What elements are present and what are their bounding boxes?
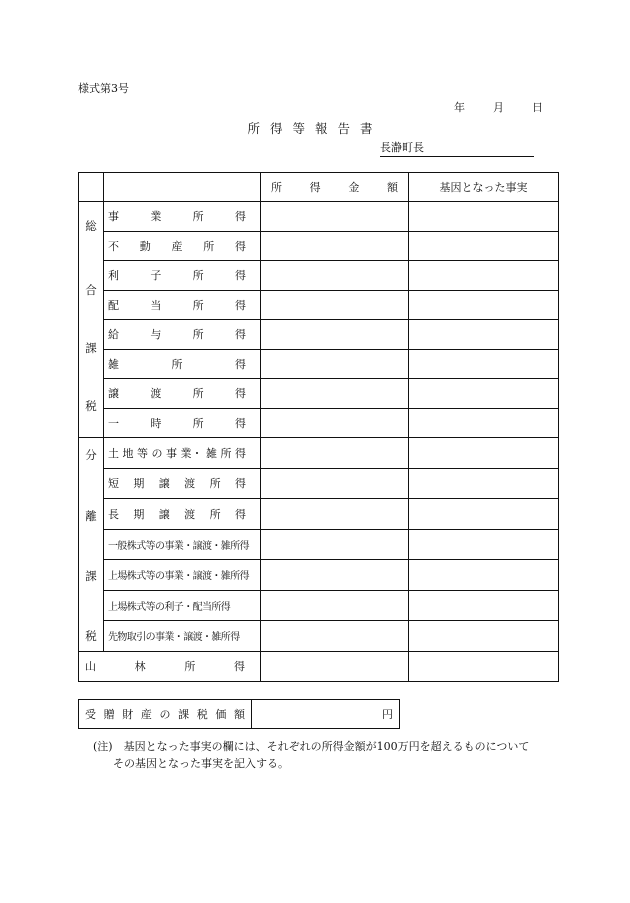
table-row (79, 590, 559, 621)
table-row (79, 290, 559, 320)
header-blank-label (104, 173, 261, 202)
row-label: 長 期 譲 渡 所 得 (104, 499, 261, 530)
row-label: 土 地 等 の 事 業・ 雑 所 得 (104, 438, 261, 469)
amount-cell[interactable] (261, 529, 409, 560)
amount-cell[interactable] (261, 560, 409, 591)
note (93, 738, 529, 772)
addressee: 長瀞町長 (380, 139, 534, 157)
form-number: 様式第3号 (78, 82, 129, 95)
date-month: 月 (493, 101, 504, 114)
table-row (79, 349, 559, 379)
amount-cell[interactable] (261, 202, 409, 232)
reason-cell[interactable] (409, 202, 559, 232)
table-row (79, 231, 559, 261)
reason-cell[interactable] (409, 320, 559, 350)
row-label: 一 時 所 得 (104, 408, 261, 438)
date-day: 日 (532, 101, 543, 114)
reason-cell[interactable] (409, 290, 559, 320)
row-label: 事 業 所 得 (104, 202, 261, 232)
amount-cell[interactable] (261, 590, 409, 621)
income-table (78, 172, 559, 682)
reason-cell[interactable] (409, 349, 559, 379)
amount-cell[interactable] (261, 499, 409, 530)
amount-cell[interactable] (261, 231, 409, 261)
header-reason: 基因となった事実 (409, 173, 559, 202)
reason-cell[interactable] (409, 438, 559, 469)
table-row (79, 529, 559, 560)
reason-cell[interactable] (409, 651, 559, 681)
gift-table (78, 699, 400, 729)
reason-cell[interactable] (409, 261, 559, 291)
reason-cell[interactable] (409, 468, 559, 499)
row-label: 譲 渡 所 得 (104, 379, 261, 409)
row-label: 上場株式等の事業・譲渡・雑所得 (104, 560, 261, 591)
row-label: 一般株式等の事業・譲渡・雑所得 (104, 529, 261, 560)
section-bunri: 分 離 課 税 (79, 438, 104, 652)
date-year: 年 (454, 101, 465, 114)
amount-cell[interactable] (261, 349, 409, 379)
amount-cell[interactable] (261, 468, 409, 499)
amount-cell[interactable] (261, 408, 409, 438)
row-label: 上場株式等の利子・配当所得 (104, 590, 261, 621)
amount-cell[interactable] (261, 438, 409, 469)
note-line-1: (注) 基因となった事実の欄には、それぞれの所得金額が100万円を超えるものについて (93, 740, 530, 753)
amount-cell[interactable] (261, 320, 409, 350)
section-sogo: 総 合 課 税 (79, 202, 104, 438)
gift-value-cell[interactable] (252, 700, 400, 729)
row-label: 配 当 所 得 (104, 290, 261, 320)
row-label: 短 期 譲 渡 所 得 (104, 468, 261, 499)
row-label: 先物取引の事業・譲渡・雑所得 (104, 621, 261, 652)
row-label: 不 動 産 所 得 (104, 231, 261, 261)
table-row (79, 560, 559, 591)
amount-cell[interactable] (261, 379, 409, 409)
note-line-2: その基因となった事実を記入する。 (113, 757, 289, 770)
reason-cell[interactable] (409, 590, 559, 621)
amount-cell[interactable] (261, 261, 409, 291)
amount-cell[interactable] (261, 651, 409, 681)
table-row (79, 320, 559, 350)
header-amount: 所 得 金 額 (261, 173, 409, 202)
yen-unit: 円 (382, 708, 393, 721)
row-label-sanrin: 山 林 所 得 (79, 651, 261, 681)
table-row (79, 408, 559, 438)
table-row (79, 468, 559, 499)
reason-cell[interactable] (409, 529, 559, 560)
amount-cell[interactable] (261, 290, 409, 320)
table-row (79, 438, 559, 469)
reason-cell[interactable] (409, 408, 559, 438)
row-label: 雑 所 得 (104, 349, 261, 379)
reason-cell[interactable] (409, 231, 559, 261)
date-line (454, 99, 543, 115)
gift-label: 受 贈 財 産 の 課 税 価 額 (79, 700, 252, 729)
table-row (79, 202, 559, 232)
table-header-row (79, 173, 559, 202)
amount-cell[interactable] (261, 621, 409, 652)
table-row (79, 261, 559, 291)
table-row (79, 379, 559, 409)
table-row (79, 651, 559, 681)
reason-cell[interactable] (409, 621, 559, 652)
page-title: 所得等報告書 (247, 121, 383, 136)
table-row (79, 499, 559, 530)
row-label: 給 与 所 得 (104, 320, 261, 350)
reason-cell[interactable] (409, 379, 559, 409)
reason-cell[interactable] (409, 560, 559, 591)
table-row (79, 621, 559, 652)
header-blank-cell (79, 173, 104, 202)
reason-cell[interactable] (409, 499, 559, 530)
row-label: 利 子 所 得 (104, 261, 261, 291)
